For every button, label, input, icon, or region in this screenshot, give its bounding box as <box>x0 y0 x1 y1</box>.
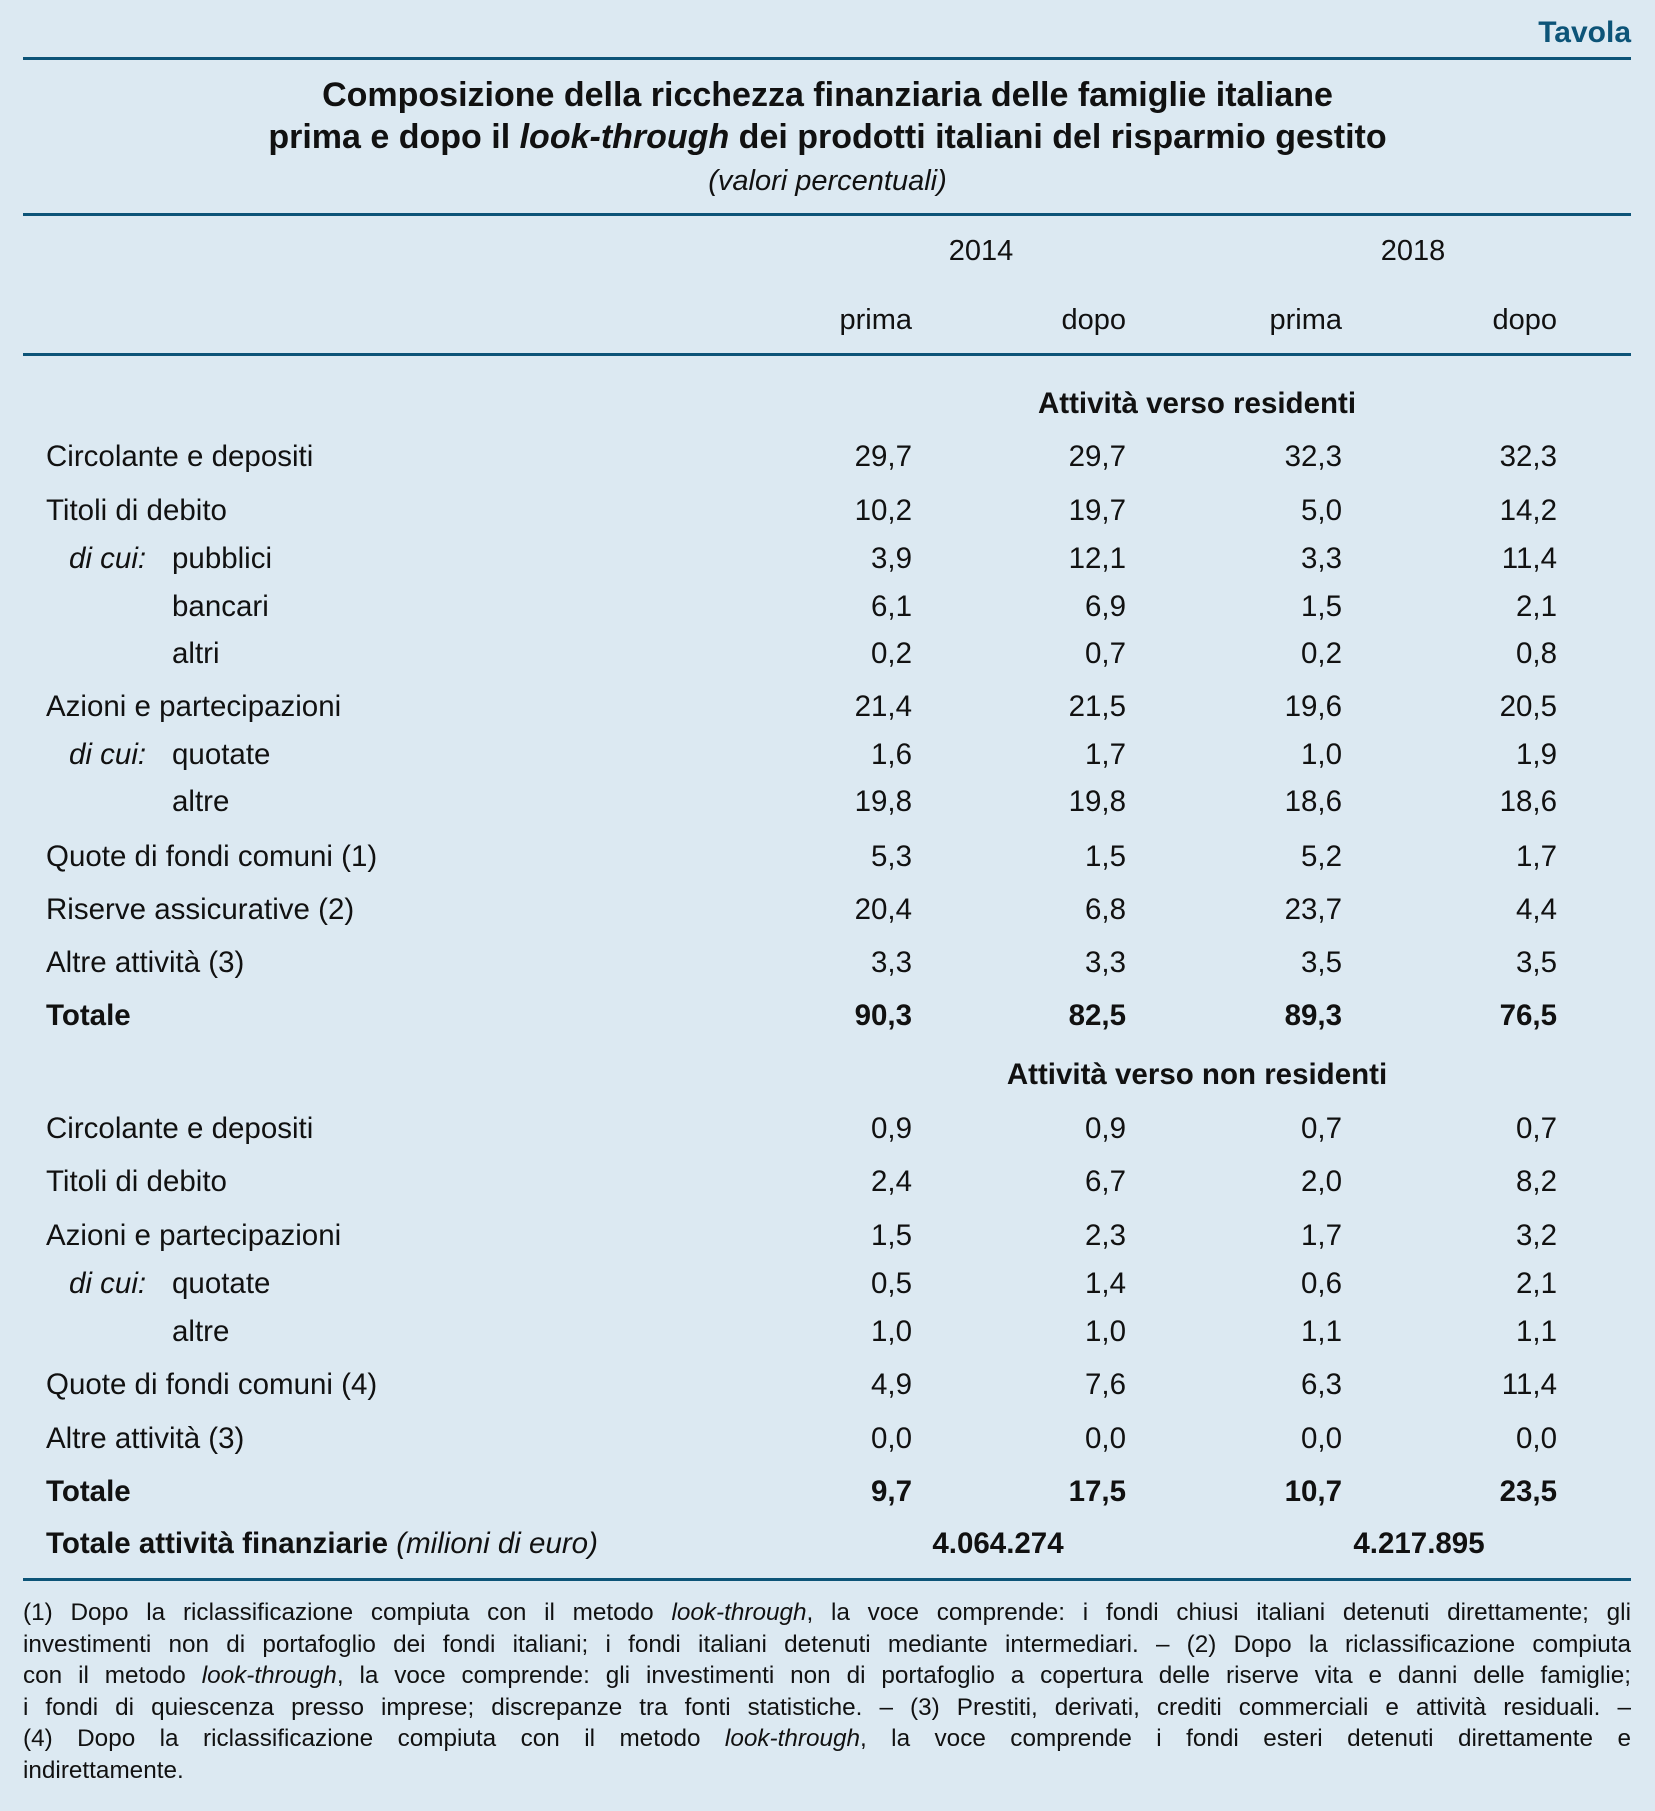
cell-value: 19,7 <box>1068 494 1126 527</box>
row-label: altri <box>172 637 220 670</box>
footnote-line <box>23 1755 1631 1786</box>
table-row <box>0 1422 1655 1458</box>
cell-value: 0,8 <box>1515 637 1557 670</box>
cell-value: 10,7 <box>1284 1475 1342 1508</box>
cell-value: 1,5 <box>1300 590 1342 623</box>
cell-value: 2,3 <box>1084 1219 1126 1252</box>
cell-value: 3,3 <box>1300 542 1342 575</box>
column-header-rule <box>23 353 1631 356</box>
cell-value: 32,3 <box>1499 440 1557 473</box>
cell-value: 10,2 <box>854 494 912 527</box>
row-label: Quote di fondi comuni (4) <box>46 1368 378 1401</box>
cell-value: 76,5 <box>1499 999 1557 1032</box>
cell-value: 18,6 <box>1284 785 1342 818</box>
footnote-italic: look-through <box>671 1599 807 1626</box>
cell-value: 1,9 <box>1515 738 1557 771</box>
cell-value: 1,0 <box>1300 738 1342 771</box>
grand-total-value: 4.217.895 <box>1353 1527 1485 1560</box>
row-label: altre <box>172 785 230 818</box>
cell-value: 11,4 <box>1501 542 1557 575</box>
row-prefix: di cui: <box>69 738 147 771</box>
cell-value: 0,0 <box>1084 1422 1126 1455</box>
cell-value: 2,4 <box>870 1165 912 1198</box>
table-row <box>0 946 1655 982</box>
cell-value: 3,3 <box>1084 946 1126 979</box>
table-row <box>0 542 1655 578</box>
cell-value: 23,5 <box>1499 1475 1557 1508</box>
footnote-italic: look-through <box>201 1662 337 1689</box>
table-row <box>0 1475 1655 1511</box>
cell-value: 9,7 <box>870 1475 912 1508</box>
cell-value: 0,2 <box>870 637 912 670</box>
footnote-line <box>23 1660 1631 1691</box>
row-label: Altre attività (3) <box>46 1422 245 1455</box>
row-label: Titoli di debito <box>46 1165 227 1198</box>
table-row <box>0 1368 1655 1404</box>
row-label: Titoli di debito <box>46 494 227 527</box>
cell-value: 3,9 <box>870 542 912 575</box>
row-label: Riserve assicurative (2) <box>46 893 355 926</box>
cell-value: 1,4 <box>1084 1267 1126 1300</box>
footnote-text: , la voce comprende: gli investimenti non di portafoglio a copertura delle riserve vita e danni delle famiglie; <box>336 1662 1631 1689</box>
bottom-rule <box>23 1578 1631 1581</box>
cell-value: 0,0 <box>1515 1422 1557 1455</box>
cell-value: 17,5 <box>1068 1475 1126 1508</box>
footnote-text: con il metodo <box>23 1662 202 1689</box>
cell-value: 19,8 <box>1068 785 1126 818</box>
grand-total-row <box>0 1527 1655 1563</box>
cell-value: 5,2 <box>1300 840 1342 873</box>
row-label: altre <box>172 1315 230 1348</box>
top-rule <box>23 57 1631 60</box>
column-header-prima: prima <box>1269 304 1342 336</box>
row-label: Totale <box>46 1475 131 1508</box>
cell-value: 1,1 <box>1300 1315 1342 1348</box>
cell-value: 0,9 <box>1084 1112 1126 1145</box>
column-header-dopo: dopo <box>1061 304 1126 336</box>
cell-value: 5,3 <box>870 840 912 873</box>
cell-value: 14,2 <box>1499 494 1557 527</box>
cell-value: 0,7 <box>1084 637 1126 670</box>
footnote-text: , la voce comprende: i fondi chiusi italiani detenuti direttamente; gli <box>806 1599 1631 1626</box>
grand-total-value: 4.064.274 <box>932 1527 1064 1560</box>
footnote-line <box>23 1723 1631 1754</box>
table-row <box>0 690 1655 726</box>
year-header-2018: 2018 <box>1380 235 1446 267</box>
section-title: Attività verso residenti <box>1037 387 1357 420</box>
footnote-text: (1) Dopo la riclassificazione compiuta con il metodo <box>23 1599 672 1626</box>
table-row <box>0 893 1655 929</box>
footnote-line <box>23 1692 1631 1723</box>
cell-value: 1,7 <box>1300 1219 1342 1252</box>
footnote-text: indirettamente. <box>23 1756 184 1784</box>
cell-value: 4,4 <box>1515 893 1557 926</box>
cell-value: 11,4 <box>1501 1368 1557 1401</box>
grand-total-label-text: Totale attività finanziarie <box>46 1527 389 1560</box>
year-header-2014: 2014 <box>948 235 1014 267</box>
cell-value: 3,5 <box>1515 946 1557 979</box>
row-label: Totale <box>46 999 131 1032</box>
cell-value: 7,6 <box>1084 1368 1126 1401</box>
footnote-text: (4) Dopo la riclassificazione compiuta con il metodo <box>23 1725 725 1752</box>
cell-value: 0,2 <box>1300 637 1342 670</box>
row-label: Azioni e partecipazioni <box>46 690 342 723</box>
table-subtitle: (valori percentuali) <box>708 165 947 197</box>
table-row <box>0 1315 1655 1351</box>
row-label: Circolante e depositi <box>46 440 314 473</box>
cell-value: 1,6 <box>870 738 912 771</box>
cell-value: 2,0 <box>1300 1165 1342 1198</box>
cell-value: 21,4 <box>854 690 912 723</box>
table-row <box>0 1219 1655 1255</box>
table-row <box>0 494 1655 530</box>
cell-value: 3,5 <box>1300 946 1342 979</box>
table-row <box>0 590 1655 626</box>
cell-value: 20,5 <box>1499 690 1557 723</box>
section-title: Attività verso non residenti <box>1006 1058 1388 1091</box>
cell-value: 18,6 <box>1499 785 1557 818</box>
cell-value: 1,5 <box>1084 840 1126 873</box>
header-rule <box>23 213 1631 216</box>
footnote-text: investimenti non di portafoglio dei fondi italiani; i fondi italiani detenuti mediante intermediari. – (2) Dopo la riclassificazione compiuta <box>23 1630 1631 1658</box>
cell-value: 6,1 <box>870 590 912 623</box>
cell-value: 0,9 <box>870 1112 912 1145</box>
cell-value: 4,9 <box>870 1368 912 1401</box>
row-label: Altre attività (3) <box>46 946 245 979</box>
cell-value: 0,6 <box>1300 1267 1342 1300</box>
row-label: Circolante e depositi <box>46 1112 314 1145</box>
table-row <box>0 840 1655 876</box>
column-header-dopo: dopo <box>1492 304 1557 336</box>
cell-value: 89,3 <box>1284 999 1342 1032</box>
cell-value: 6,8 <box>1084 893 1126 926</box>
cell-value: 3,2 <box>1515 1219 1557 1252</box>
grand-total-unit: (milioni di euro) <box>388 1527 598 1560</box>
table-title-line1: Composizione della ricchezza finanziaria delle famiglie italiane <box>322 76 1333 114</box>
row-label: bancari <box>172 590 269 623</box>
cell-value: 2,1 <box>1515 590 1557 623</box>
cell-value: 0,7 <box>1300 1112 1342 1145</box>
cell-value: 20,4 <box>854 893 912 926</box>
cell-value: 12,1 <box>1068 542 1126 575</box>
column-header-prima: prima <box>839 304 912 336</box>
cell-value: 0,0 <box>870 1422 912 1455</box>
cell-value: 0,7 <box>1515 1112 1557 1145</box>
row-prefix: di cui: <box>69 542 147 575</box>
cell-value: 0,5 <box>870 1267 912 1300</box>
cell-value: 19,8 <box>854 785 912 818</box>
cell-value: 6,3 <box>1300 1368 1342 1401</box>
cell-value: 6,9 <box>1084 590 1126 623</box>
table-row <box>0 1165 1655 1201</box>
cell-value: 82,5 <box>1068 999 1126 1032</box>
cell-value: 21,5 <box>1068 690 1126 723</box>
cell-value: 0,0 <box>1300 1422 1342 1455</box>
row-label: quotate <box>172 738 271 771</box>
cell-value: 29,7 <box>1068 440 1126 473</box>
title-italic-part: look-through <box>519 118 730 156</box>
cell-value: 5,0 <box>1300 494 1342 527</box>
cell-value: 1,0 <box>1084 1315 1126 1348</box>
cell-value: 19,6 <box>1284 690 1342 723</box>
cell-value: 1,1 <box>1515 1315 1557 1348</box>
cell-value: 6,7 <box>1084 1165 1126 1198</box>
cell-value: 1,0 <box>870 1315 912 1348</box>
cell-value: 8,2 <box>1515 1165 1557 1198</box>
row-label: pubblici <box>172 542 273 575</box>
table-row <box>0 1267 1655 1303</box>
row-label: Quote di fondi comuni (1) <box>46 840 378 873</box>
cell-value: 23,7 <box>1284 893 1342 926</box>
cell-value: 2,1 <box>1515 1267 1557 1300</box>
cell-value: 32,3 <box>1284 440 1342 473</box>
cell-value: 29,7 <box>854 440 912 473</box>
cell-value: 3,3 <box>870 946 912 979</box>
row-label: Azioni e partecipazioni <box>46 1219 342 1252</box>
cell-value: 1,7 <box>1084 738 1126 771</box>
table-label: Tavola <box>1538 16 1631 49</box>
table-row <box>0 440 1655 476</box>
footnote-line <box>23 1597 1631 1628</box>
cell-value: 1,5 <box>870 1219 912 1252</box>
grand-total-label <box>46 1527 598 1561</box>
row-label: quotate <box>172 1267 271 1300</box>
table-row <box>0 999 1655 1035</box>
row-prefix: di cui: <box>69 1267 147 1300</box>
table-row <box>0 637 1655 673</box>
table-row <box>0 738 1655 774</box>
title-part: prima e dopo il <box>268 118 520 156</box>
cell-value: 1,7 <box>1515 840 1557 873</box>
footnote-italic: look-through <box>724 1725 860 1752</box>
table-title-line2 <box>0 118 1655 157</box>
title-part: dei prodotti italiani del risparmio gestito <box>729 118 1387 156</box>
table-row <box>0 1112 1655 1148</box>
footnote-text: , la voce comprende i fondi esteri detenuti direttamente e <box>860 1725 1631 1752</box>
footnote-line <box>23 1629 1631 1660</box>
table-row <box>0 785 1655 821</box>
cell-value: 90,3 <box>854 999 912 1032</box>
footnote-text: i fondi di quiescenza presso imprese; discrepanze tra fonti statistiche. – (3) Prestiti, derivati, crediti commerciali e attività residuali. – <box>23 1693 1631 1721</box>
